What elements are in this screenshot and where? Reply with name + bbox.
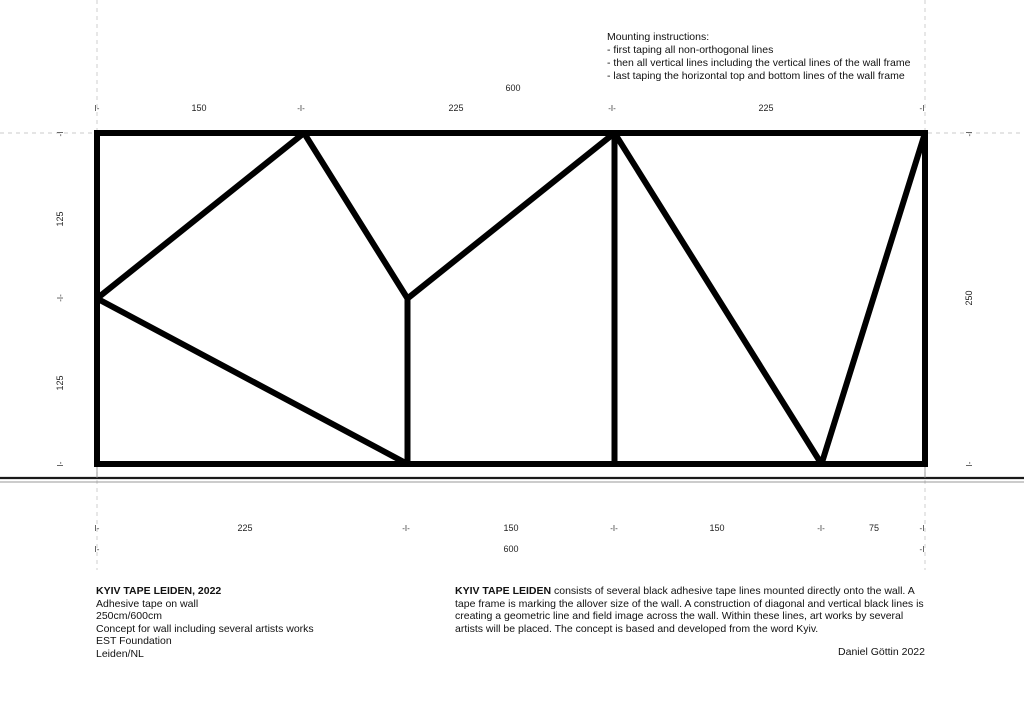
tape-line-8 xyxy=(822,133,926,464)
bottom-segment-2: 150 xyxy=(503,523,519,533)
top-tick-left: I- xyxy=(94,104,100,113)
artwork-location: Leiden/NL xyxy=(96,647,144,660)
artwork-info xyxy=(96,585,314,661)
tape-line-4 xyxy=(97,299,408,465)
right-tick-bottom: I- xyxy=(965,461,974,467)
top-tick-375: -I- xyxy=(608,104,616,113)
bottom-segment-1: 225 xyxy=(237,523,253,533)
artwork-title: KYIV TAPE LEIDEN, 2022 xyxy=(96,585,222,597)
bottom-tick-225: -I- xyxy=(402,524,410,533)
top-total-dimension: 600 xyxy=(505,83,521,93)
tape-frame xyxy=(97,133,925,464)
bottom-segment-4: 75 xyxy=(868,523,880,533)
tape-line-3 xyxy=(408,133,615,299)
bottom-tick-375: -I- xyxy=(610,524,618,533)
description-text: consists of several black adhesive tape lines mounted directly onto the wall. A tape frame is marking the allover size of the wall. A construction of diagonal and vertical black lines is creating a geometric line and field image across the wall. Within these lines, art works by several artists will be placed. The concept is based and developed from the word Kyiv. xyxy=(455,585,924,635)
instruction-item: - last taping the horizontal top and bottom lines of the wall frame xyxy=(607,70,905,82)
top-segment-3: 225 xyxy=(758,103,774,113)
tape-line-7 xyxy=(615,133,822,464)
bottom-tick-525: -I- xyxy=(817,524,825,533)
bottom-total-tick-left: I- xyxy=(94,545,100,554)
top-segment-2: 225 xyxy=(448,103,464,113)
instruction-item: - first taping all non-orthogonal lines xyxy=(607,44,774,56)
tape-line-1 xyxy=(97,133,304,299)
bottom-tick-left: I- xyxy=(94,524,100,533)
top-tick-150: -I- xyxy=(297,104,305,113)
bottom-tick-right: -I xyxy=(919,524,925,533)
left-segment-2: 125 xyxy=(55,375,65,391)
left-tick-mid: -I- xyxy=(56,294,65,302)
right-total-dimension: 250 xyxy=(964,290,974,306)
description-title: KYIV TAPE LEIDEN xyxy=(455,585,552,597)
right-tick-top: -I xyxy=(965,131,974,137)
bottom-total-dimension: 600 xyxy=(503,544,519,554)
artwork-foundation: EST Foundation xyxy=(96,635,172,648)
bottom-segment-3: 150 xyxy=(709,523,725,533)
top-tick-right: -I xyxy=(919,104,925,113)
mounting-instructions xyxy=(607,31,910,83)
left-tick-bottom: I- xyxy=(56,461,65,467)
tape-lines xyxy=(97,133,925,464)
top-segment-1: 150 xyxy=(191,103,207,113)
artwork-size: 250cm/600cm xyxy=(96,610,162,623)
artwork-description xyxy=(455,585,927,635)
artwork-medium: Adhesive tape on wall xyxy=(96,597,199,610)
tape-line-2 xyxy=(304,133,408,299)
signature: Daniel Göttin 2022 xyxy=(838,646,925,658)
bottom-total-tick-right: -I xyxy=(919,545,925,554)
artwork-concept: Concept for wall including several artists works xyxy=(96,622,314,635)
left-segment-1: 125 xyxy=(55,211,65,227)
left-tick-top: -I xyxy=(56,131,65,137)
instructions-heading: Mounting instructions: xyxy=(607,31,710,43)
instruction-item: - then all vertical lines including the vertical lines of the wall frame xyxy=(607,57,911,69)
